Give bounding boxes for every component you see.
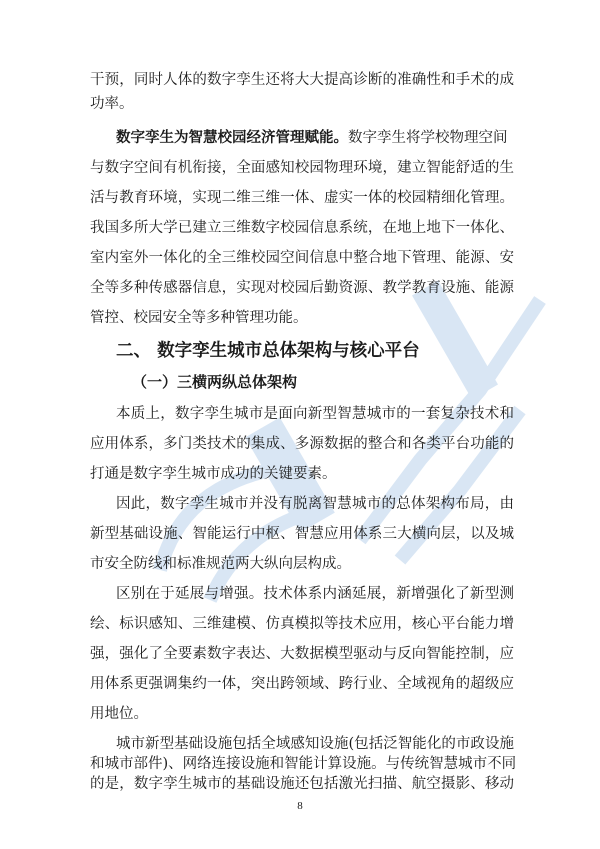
paragraph-line: 区别在于延展与增强。技术体系内涵延展，新增强化了新型测: [116, 586, 514, 602]
paragraph-line: 功率。: [90, 96, 134, 112]
paragraph-line: 打通是数字孪生城市成功的关键要素。: [90, 466, 337, 482]
paragraph-line: 管控、校园安全等多种管理功能。: [90, 310, 308, 326]
paragraph-line: 新型基础设施、智能运行中枢、智慧应用体系三大横向层，以及城: [90, 526, 514, 542]
paragraph-line: 本质上，数字孪生城市是面向新型智慧城市的一套复杂技术和: [116, 406, 514, 422]
lead-rest: 数字孪生将学校物理空间: [348, 130, 508, 146]
paragraph-line: 和城市部件)、网络连接设施和智能计算设施。与传统智慧城市不同: [90, 756, 517, 772]
paragraph-line: 城市新型基础设施包括全域感知设施(包括泛智能化的市政设施: [116, 736, 514, 752]
paragraph-line: 的是，数字孪生城市的基础设施还包括激光扫描、航空摄影、移动: [90, 776, 514, 792]
paragraph-line: 因此，数字孪生城市并没有脱离智慧城市的总体架构布局，由: [116, 496, 514, 512]
paragraph-line: 市安全防线和标准规范两大纵向层构成。: [90, 556, 351, 572]
paragraph-line: 我国多所大学已建立三维数字校园信息系统，在地上地下一体化、: [90, 220, 514, 236]
paragraph-line: 应用体系，多门类技术的集成、多源数据的整合和各类平台功能的: [90, 436, 514, 452]
subsection-heading: （一）三横两纵总体架构: [132, 373, 298, 391]
paragraph-line: 室内室外一体化的全三维校园空间信息中整合地下管理、能源、安: [90, 250, 514, 266]
paragraph-line: 绘、标识感知、三维建模、仿真模拟等技术应用，核心平台能力增: [90, 616, 514, 632]
paragraph-line: 干预，同时人体的数字孪生还将大大提高诊断的准确性和手术的成: [90, 72, 514, 88]
lead-sentence: 数字孪生为智慧校园经济管理赋能。: [116, 129, 348, 146]
paragraph-lead-line: [116, 128, 514, 148]
paragraph-line: 全等多种传感器信息，实现对校园后勤资源、教学教育设施、能源: [90, 280, 514, 296]
paragraph-line: 与数字空间有机衔接，全面感知校园物理环境，建立智能舒适的生: [90, 160, 514, 176]
paragraph-line: 用地位。: [90, 706, 148, 722]
page-number: 8: [297, 800, 303, 812]
paragraph-line: 强，强化了全要素数字表达、大数据模型驱动与反向智能控制，应: [90, 646, 514, 662]
section-heading: 二、 数字孪生城市总体架构与核心平台: [116, 341, 420, 361]
paragraph-line: 活与教育环境，实现二维三维一体、虚实一体的校园精细化管理。: [90, 190, 514, 206]
paragraph-line: 用体系更强调集约一体，突出跨领域、跨行业、全域视角的超级应: [90, 676, 514, 692]
